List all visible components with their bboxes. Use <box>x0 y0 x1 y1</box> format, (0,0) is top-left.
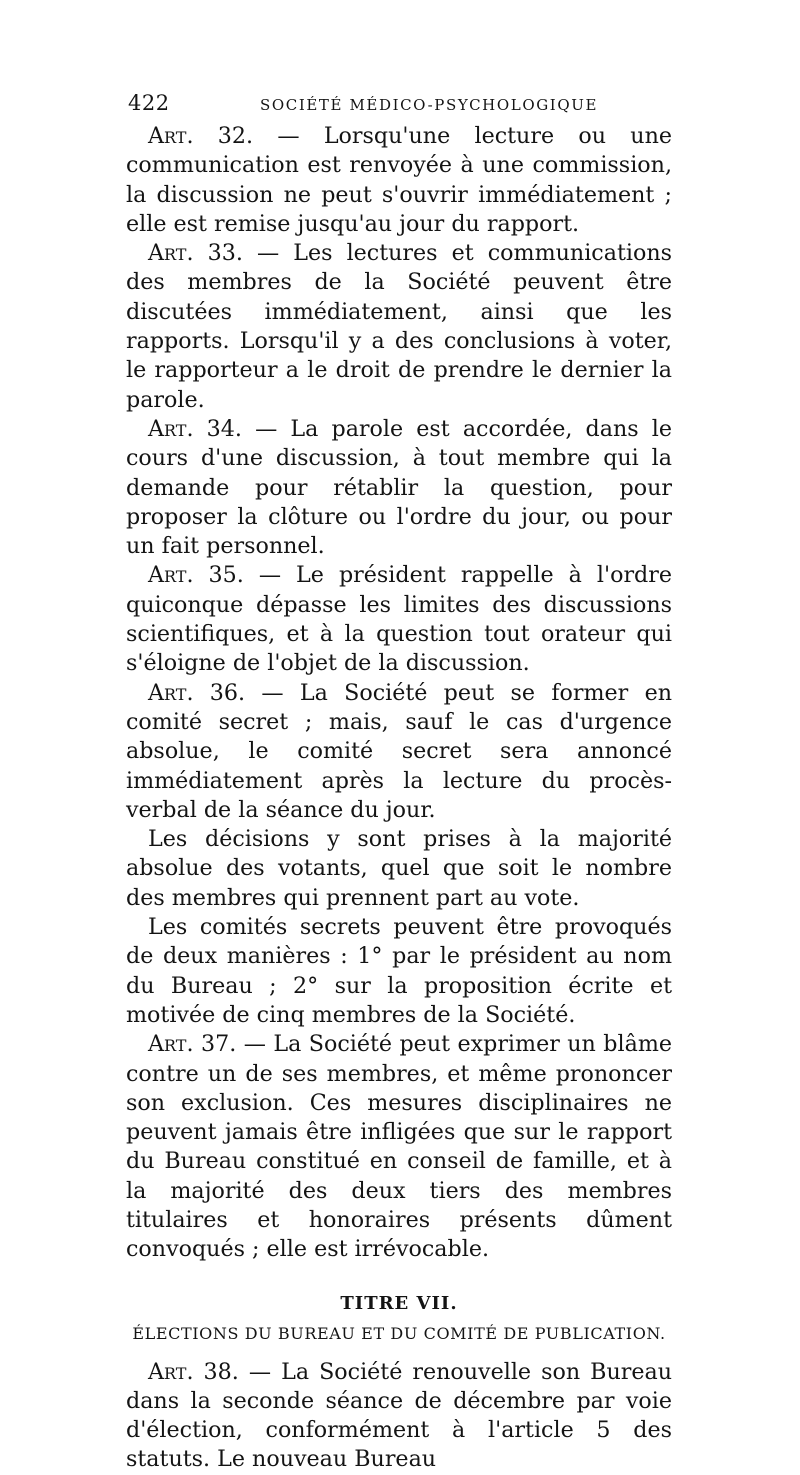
article-35 <box>126 561 672 678</box>
article-label: Art. <box>148 123 194 149</box>
article-label: Art. <box>148 562 194 589</box>
page-body <box>126 122 672 1475</box>
section-subtitle: ÉLECTIONS DU BUREAU ET DU COMITÉ DE PUBLICATION. <box>132 1323 666 1343</box>
article-text: 38. — La Société renouvelle son Bureau dans la seconde séance de décembre par voie d'élection, conformément à l'article 5 des statuts. Le nouveau Bureau <box>126 1358 672 1473</box>
article-32 <box>126 122 672 239</box>
article-text: 32. — Lorsqu'une lecture ou une communication est renvoyée à une commission, la discussion ne peut s'ouvrir immédiatement ; elle est remise jusqu'au jour du rapport. <box>126 123 672 237</box>
paragraph-text: Les comités secrets peuvent être provoqués de deux manières : 1° par le président au nom du Bureau ; 2° sur la proposition écrite et motivée de cinq membres de la Société. <box>126 914 672 1028</box>
article-38 <box>126 1358 672 1475</box>
article-36-paragraph-2 <box>126 825 672 913</box>
running-title: SOCIÉTÉ MÉDICO-PSYCHOLOGIQUE <box>260 96 599 114</box>
page-header <box>128 88 672 118</box>
article-36-paragraph-3 <box>126 913 672 1030</box>
article-label: Art. <box>148 679 194 706</box>
article-label: Art. <box>148 415 194 442</box>
article-text: 37. — La Société peut exprimer un blâme contre un de ses membres, et même prononcer son exclusion. Ces mesures disciplinaires ne peuvent jamais être infligées que sur le rapport du Bureau constitué en conseil de famille, et à la majorité des deux tiers des membres titulaires et honoraires présents dûment convoqués ; elle est irrévocable. <box>126 1031 672 1263</box>
article-text: 35. — Le président rappelle à l'ordre quiconque dépasse les limites des discussions scientifiques, et à la question tout orateur qui s'éloigne de l'objet de la discussion. <box>126 562 672 677</box>
article-label: Art. <box>148 240 194 267</box>
article-37 <box>126 1030 672 1264</box>
page-number: 422 <box>128 91 170 115</box>
article-text: 36. — La Société peut se former en comité secret ; mais, sauf le cas d'urgence absolue, le comité secret sera annoncé immédiatement après la lecture du procès-verbal de la séance du jour. <box>126 679 672 823</box>
article-36 <box>126 679 672 825</box>
article-label: Art. <box>148 1031 194 1058</box>
article-label: Art. <box>148 1358 194 1385</box>
article-34 <box>126 415 672 561</box>
paragraph-text: Les décisions y sont prises à la majorité absolue des votants, quel que soit le nombre des membres qui prennent part au vote. <box>126 826 672 911</box>
article-text: 34. — La parole est accordée, dans le cours d'une discussion, à tout membre qui la demande pour rétablir la question, pour proposer la clôture ou l'ordre du jour, ou pour un fait personnel. <box>126 415 672 560</box>
article-33 <box>126 239 672 415</box>
article-text: 33. — Les lectures et communications des membres de la Société peuvent être discutées immédiatement, ainsi que les rapports. Lorsqu'il y a des conclusions à voter, le rapporteur a le droit de prendre le dernier la parole. <box>126 240 672 413</box>
section-title: TITRE VII. <box>340 1292 458 1314</box>
